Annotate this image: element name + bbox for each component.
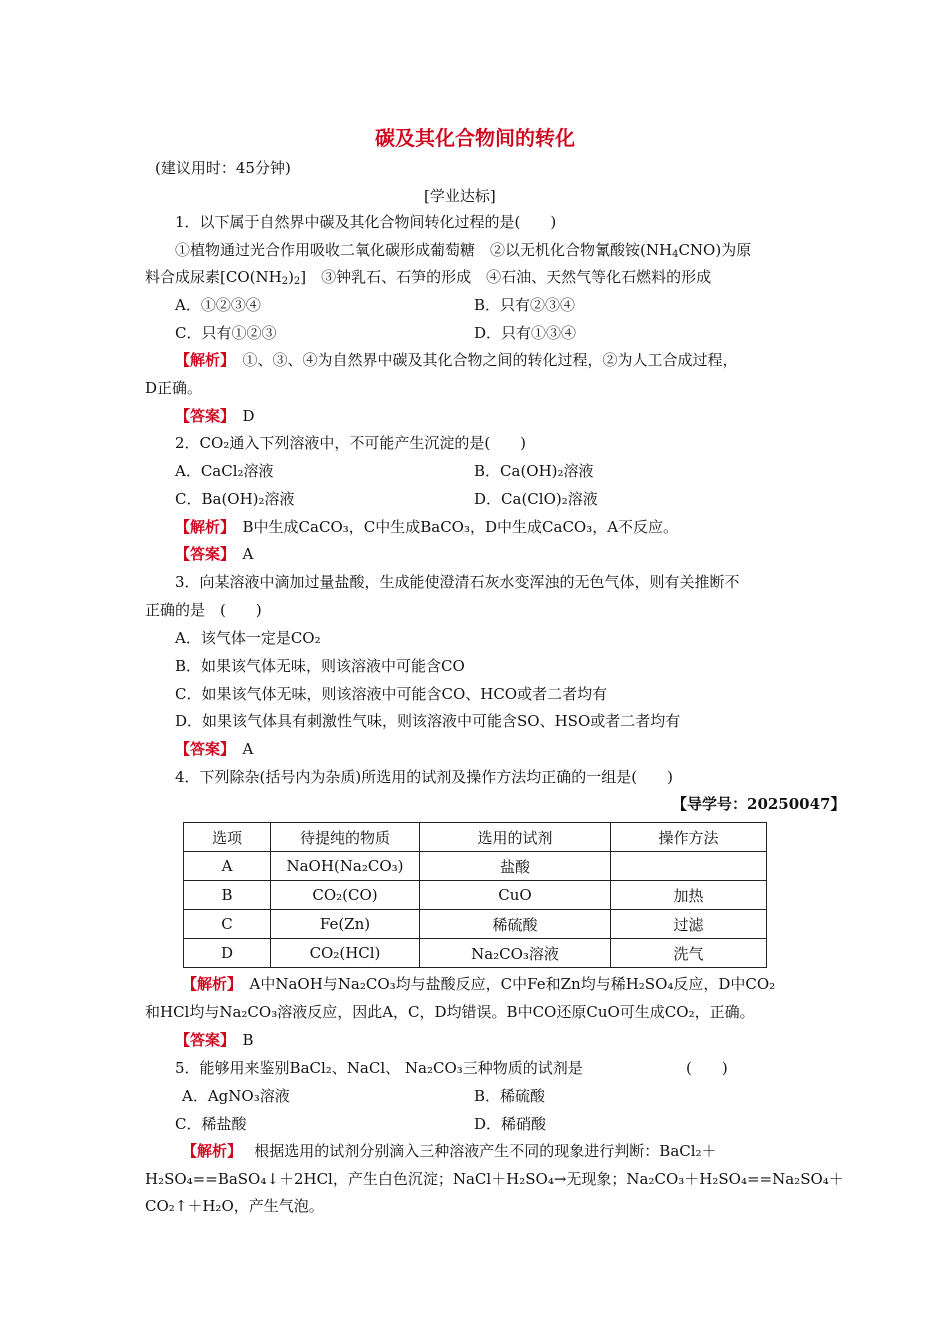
q2-answer: 【答案】 A — [175, 545, 254, 563]
answer-tag: 【答案】 — [175, 545, 228, 563]
q5-analysis-end: CO₂↑＋H₂O，产生气泡。 — [145, 1197, 324, 1215]
q1-statement-line2: 料合成尿素$[CO(NH_2)_2]$ ③钟乳石、石笋的形成 ④石油、天然气等化石燃料的形成 — [145, 268, 712, 287]
q5-analysis: 【解析】 根据选用的试剂分别滴入三种溶液产生不同的现象进行判断：BaCl₂＋ — [182, 1142, 717, 1160]
table-header-cell: 待提纯的物质 — [271, 823, 420, 852]
q3-option-b: B．如果该气体无味，则该溶液中可能含CO — [175, 657, 465, 675]
q3-option-d: D．如果该气体具有刺激性气味，则该溶液中可能含SO、HSO或者二者均有 — [175, 712, 681, 730]
q1-analysis: 【解析】 ①、③、④为自然界中碳及其化合物之间的转化过程，②为人工合成过程， — [175, 351, 738, 369]
q4-stem: 4．下列除杂(括号内为杂质)所选用的试剂及操作方法均正确的一组是( ) — [175, 768, 673, 786]
table-row — [184, 910, 767, 939]
table-cell: CO₂(HCl) — [271, 939, 420, 968]
table-header-cell: 选项 — [184, 823, 271, 852]
table-cell: 稀硫酸 — [420, 910, 611, 939]
q1-answer: 【答案】 D — [175, 407, 255, 425]
answer-tag: 【答案】 — [175, 407, 228, 425]
q3-answer: 【答案】 A — [175, 740, 254, 758]
q1-option-a: A．①②③④ — [175, 296, 261, 314]
q3-option-c: C．如果该气体无味，则该溶液中可能含CO、HCO或者二者均有 — [175, 685, 608, 703]
page-title: 碳及其化合物间的转化 — [375, 126, 575, 150]
table-cell: 洗气 — [611, 939, 767, 968]
q3-stem-cont: 正确的是 ( ) — [145, 601, 262, 619]
q4-analysis-cont: 和HCl均与Na₂CO₃溶液反应，因此A，C，D均错误。B中CO还原CuO可生成CO₂，正确。 — [145, 1003, 755, 1021]
table-cell: 盐酸 — [420, 852, 611, 881]
q1-statement-line1: ①植物通过光合作用吸收二氧化碳形成葡萄糖 ②以无机化合物氰酸铵$(NH_4CNO)$为原 — [175, 241, 752, 260]
q2-option-b: B．Ca(OH)₂溶液 — [474, 462, 594, 480]
q4-analysis: 【解析】 A中NaOH与Na₂CO₃均与盐酸反应，C中Fe和Zn均与稀H₂SO₄反应，D中CO₂ — [182, 975, 776, 993]
q5-analysis-cont: H₂SO₄==BaSO₄↓＋2HCl，产生白色沉淀；NaCl＋H₂SO₄→无现象；Na₂CO₃＋H₂SO₄==Na₂SO₄＋ — [145, 1170, 844, 1188]
table-row — [184, 939, 767, 968]
q2-stem: 2．CO₂通入下列溶液中，不可能产生沉淀的是( ) — [175, 434, 527, 452]
q4-table — [183, 822, 767, 968]
table-cell: Fe(Zn) — [271, 910, 420, 939]
answer-tag: 【答案】 — [175, 1031, 228, 1049]
q4-guide-number: 【导学号：20250047】 — [672, 795, 846, 813]
table-cell: NaOH(Na₂CO₃) — [271, 852, 420, 881]
analysis-tag: 【解析】 — [175, 518, 228, 536]
table-cell: CuO — [420, 881, 611, 910]
q5-answer-blank: ( ) — [686, 1059, 728, 1077]
q5-option-b: B．稀硫酸 — [474, 1087, 546, 1105]
table-cell: 过滤 — [611, 910, 767, 939]
section-heading: [学业达标] — [424, 187, 496, 205]
analysis-tag: 【解析】 — [175, 351, 228, 369]
table-cell — [611, 852, 767, 881]
analysis-tag: 【解析】 — [182, 1142, 235, 1160]
table-cell: 加热 — [611, 881, 767, 910]
q2-option-d: D．Ca(ClO)₂溶液 — [474, 490, 598, 508]
q2-option-a: A．CaCl₂溶液 — [175, 462, 274, 480]
q5-option-d: D．稀硝酸 — [474, 1115, 547, 1133]
table-header-row — [184, 823, 767, 852]
table-row — [184, 852, 767, 881]
table-header-cell: 选用的试剂 — [420, 823, 611, 852]
table-header-cell: 操作方法 — [611, 823, 767, 852]
suggested-time: (建议用时：45分钟) — [155, 159, 291, 177]
q4-answer: 【答案】 B — [175, 1031, 254, 1049]
q5-stem: 5．能够用来鉴别BaCl₂、NaCl、 Na₂CO₃三种物质的试剂是 — [175, 1059, 583, 1077]
q1-analysis-cont: D正确。 — [145, 379, 203, 397]
q1-stem: 1．以下属于自然界中碳及其化合物间转化过程的是( ) — [175, 213, 557, 231]
table-cell: A — [184, 852, 271, 881]
q1-option-d: D．只有①③④ — [474, 324, 577, 342]
q1-option-b: B．只有②③④ — [474, 296, 576, 314]
table-cell: B — [184, 881, 271, 910]
q3-stem: 3．向某溶液中滴加过量盐酸，生成能使澄清石灰水变浑浊的无色气体，则有关推断不 — [175, 573, 740, 591]
q5-option-c: C．稀盐酸 — [175, 1115, 247, 1133]
table-row — [184, 881, 767, 910]
q1-option-c: C．只有①②③ — [175, 324, 277, 342]
q3-option-a: A．该气体一定是CO₂ — [175, 629, 321, 647]
answer-tag: 【答案】 — [175, 740, 228, 758]
q2-analysis: 【解析】 B中生成CaCO₃，C中生成BaCO₃，D中生成CaCO₃，A不反应。 — [175, 518, 679, 536]
analysis-tag: 【解析】 — [182, 975, 235, 993]
q2-option-c: C．Ba(OH)₂溶液 — [175, 490, 295, 508]
table-cell: D — [184, 939, 271, 968]
q5-option-a: A．AgNO₃溶液 — [182, 1087, 290, 1105]
table-cell: Na₂CO₃溶液 — [420, 939, 611, 968]
table-cell: C — [184, 910, 271, 939]
table-cell: CO₂(CO) — [271, 881, 420, 910]
